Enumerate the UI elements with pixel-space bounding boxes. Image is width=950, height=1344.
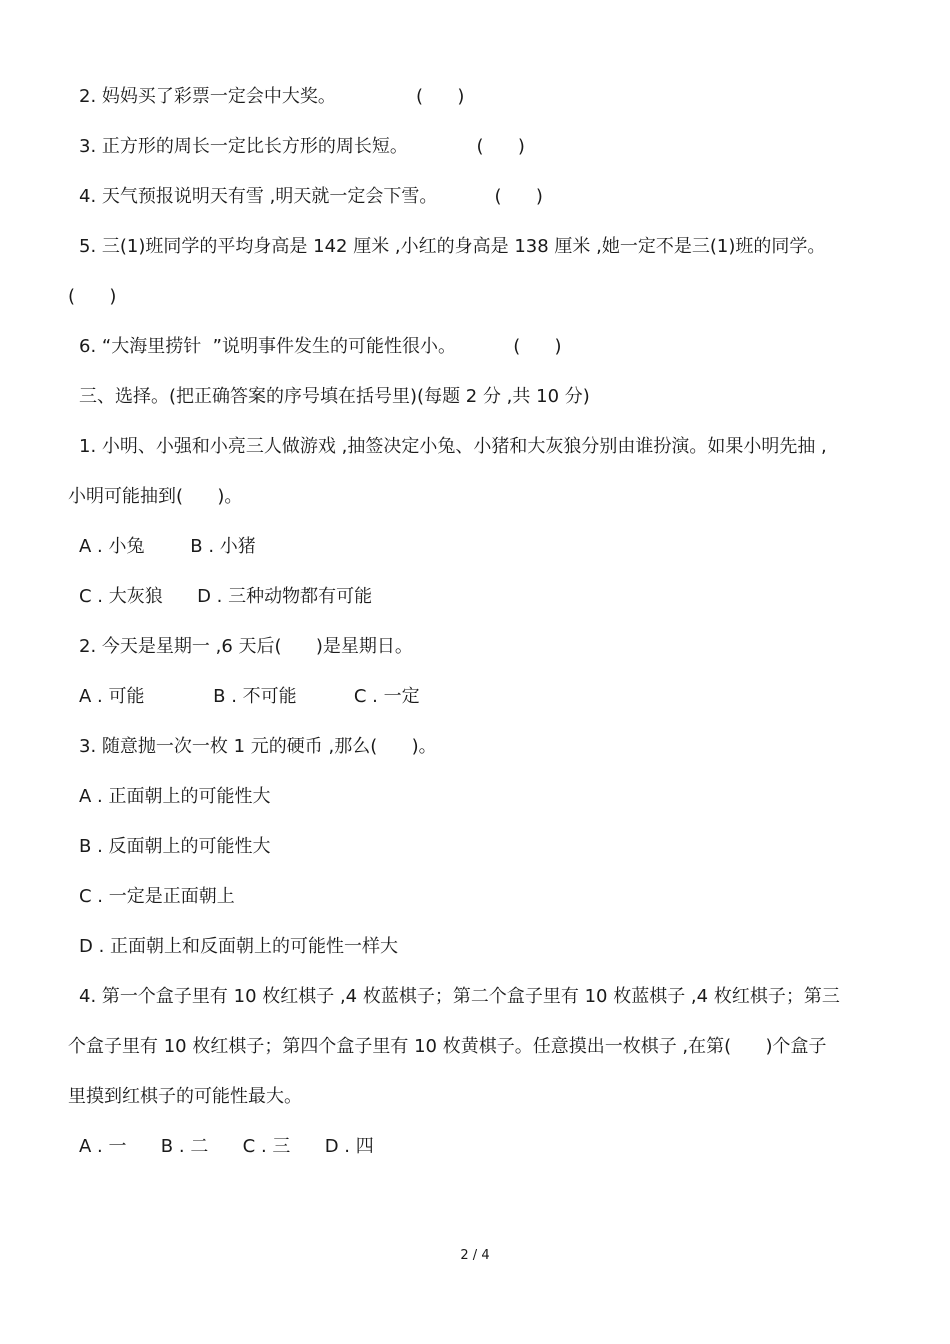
choice-q4-cont-2: 里摸到红棋子的可能性最大。 <box>68 1086 302 1107</box>
choice-q1-cont: 小明可能抽到( )。 <box>68 486 243 507</box>
choice-q1-options-c: C . 大灰狼 D . 三种动物都有可能 <box>79 586 373 607</box>
judge-item-5: 5. 三(1)班同学的平均身高是 142 厘米 ,小红的身高是 138 厘米 ,她一定不是三(1)班的同学。 <box>79 236 826 257</box>
choice-q4-cont-1: 个盒子里有 10 枚红棋子；第四个盒子里有 10 枚黄棋子。任意摸出一枚棋子 ,在第( )个盒子 <box>68 1036 827 1057</box>
judge-item-2: 2. 妈妈买了彩票一定会中大奖。 ( ) <box>79 86 465 107</box>
choice-q1-options-a: A . 小兔 B . 小猪 <box>79 536 256 557</box>
choice-q3-option-d: D . 正面朝上和反面朝上的可能性一样大 <box>79 936 399 957</box>
judge-item-6: 6. “大海里捞针 ”说明事件发生的可能性很小。 ( ) <box>79 336 562 357</box>
choice-q3: 3. 随意抛一次一枚 1 元的硬币 ,那么( )。 <box>79 736 437 757</box>
choice-q4-options: A . 一 B . 二 C . 三 D . 四 <box>79 1136 374 1157</box>
judge-item-5-blank: ( ) <box>68 286 117 307</box>
choice-q3-option-c: C . 一定是正面朝上 <box>79 886 235 907</box>
choice-q2: 2. 今天是星期一 ,6 天后( )是星期日。 <box>79 636 413 657</box>
choice-q3-option-b: B . 反面朝上的可能性大 <box>79 836 271 857</box>
choice-q1: 1. 小明、小强和小亮三人做游戏 ,抽签决定小兔、小猪和大灰狼分别由谁扮演。如果小明先抽 , <box>79 436 827 457</box>
page-number: 2 / 4 <box>460 1248 490 1263</box>
choice-q3-option-a: A . 正面朝上的可能性大 <box>79 786 271 807</box>
choice-q4: 4. 第一个盒子里有 10 枚红棋子 ,4 枚蓝棋子；第二个盒子里有 10 枚蓝棋子 ,4 枚红棋子；第三 <box>79 986 840 1007</box>
judge-item-4: 4. 天气预报说明天有雪 ,明天就一定会下雪。 ( ) <box>79 186 543 207</box>
choice-q2-options: A . 可能 B . 不可能 C . 一定 <box>79 686 420 707</box>
judge-item-3: 3. 正方形的周长一定比长方形的周长短。 ( ) <box>79 136 525 157</box>
section-heading: 三、选择。(把正确答案的序号填在括号里)(每题 2 分 ,共 10 分) <box>79 386 590 407</box>
